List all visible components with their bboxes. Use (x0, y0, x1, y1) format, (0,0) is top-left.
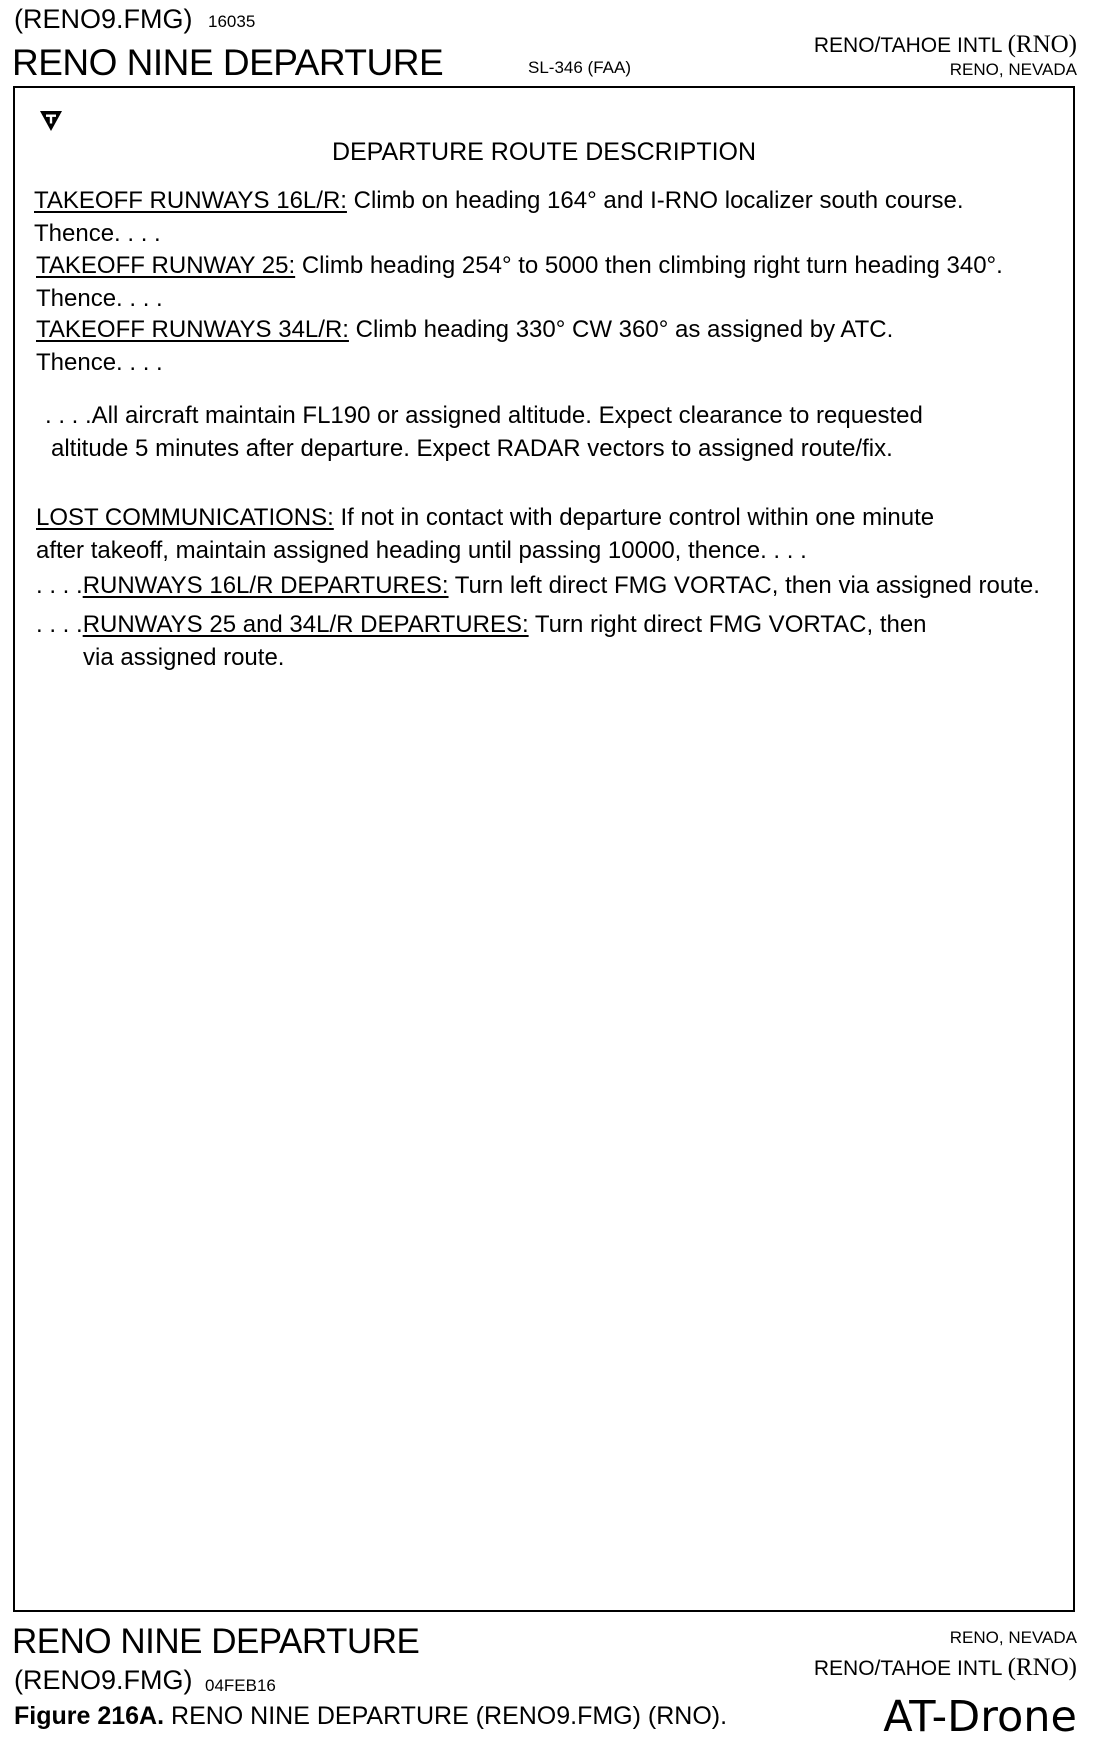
section-title: DEPARTURE ROUTE DESCRIPTION (331, 138, 757, 166)
lost-item-label: RUNWAYS 16L/R DEPARTURES: (82, 572, 449, 599)
lost-comm-text: If not in contact with departure control within one minute (333, 504, 935, 531)
figure-caption (14, 1702, 727, 1731)
footer-airport-name-text: RENO/TAHOE INTL (813, 1657, 1002, 1680)
takeoff-text: Climb on heading 164° and I-RNO localizer south course. (346, 187, 964, 214)
watermark: AT-Drone (883, 1692, 1077, 1742)
takeoff-label: TAKEOFF RUNWAYS 16L/R: (34, 187, 347, 214)
thence-text: Thence. . . . (36, 285, 163, 312)
leader-dots: . . . . (36, 611, 83, 638)
takeoff-runways-34lr (36, 313, 893, 379)
lost-comm-runways-25-34lr (36, 608, 927, 674)
procedure-frame (13, 86, 1075, 1612)
footer-computer-code: (RENO9.FMG) (14, 1665, 193, 1695)
takeoff-runways-16lr (34, 184, 964, 250)
lost-comm-runways-16lr (36, 569, 1040, 602)
takeoff-runway-25 (36, 249, 1003, 315)
lost-communications (36, 501, 934, 567)
figure-number: Figure 216A. (14, 1702, 165, 1730)
lost-item-label: RUNWAYS 25 and 34L/R DEPARTURES: (82, 611, 529, 638)
caption-text: RENO NINE DEPARTURE (RENO9.FMG) (RNO). (164, 1702, 728, 1730)
takeoff-label: TAKEOFF RUNWAY 25: (36, 252, 296, 279)
procedure-title: RENO NINE DEPARTURE (12, 42, 444, 83)
takeoff-label: TAKEOFF RUNWAYS 34L/R: (36, 316, 349, 343)
lost-item-text: Turn left direct FMG VORTAC, then via assigned route. (448, 572, 1040, 599)
footer-date: 04FEB16 (205, 1676, 276, 1695)
footer-title: RENO NINE DEPARTURE (12, 1622, 420, 1661)
lost-comm-line-2: after takeoff, maintain assigned heading until passing 10000, thence. . . . (36, 537, 807, 564)
airport-id: (RNO) (1007, 31, 1077, 58)
airport-name-text: RENO/TAHOE INTL (813, 34, 1002, 57)
all-aircraft-paragraph (45, 399, 923, 465)
procedure-computer-code: (RENO9.FMG) (14, 4, 193, 34)
footer-airport-name (814, 1654, 1077, 1682)
airport-name (814, 31, 1077, 59)
city-state: RENO, NEVADA (949, 60, 1077, 79)
all-aircraft-line-2: altitude 5 minutes after departure. Expect RADAR vectors to assigned route/fix. (51, 435, 893, 462)
amendment-number: 16035 (208, 12, 256, 31)
lost-comm-label: LOST COMMUNICATIONS: (36, 504, 334, 531)
leader-dots: . . . . (36, 572, 83, 599)
sl-number: SL-346 (FAA) (528, 58, 631, 77)
takeoff-text: Climb heading 254° to 5000 then climbing right turn heading 340°. (295, 252, 1003, 279)
all-aircraft-line-1: . . . .All aircraft maintain FL190 or assigned altitude. Expect clearance to requested (45, 402, 923, 429)
footer-city-state: RENO, NEVADA (949, 1628, 1077, 1647)
takeoff-text: Climb heading 330° CW 360° as assigned by ATC. (348, 316, 894, 343)
lost-item-line-2: via assigned route. (83, 644, 285, 671)
lost-item-text: Turn right direct FMG VORTAC, then (528, 611, 927, 638)
takeoff-minimums-icon (39, 110, 63, 132)
footer-airport-id: (RNO) (1007, 1654, 1077, 1681)
thence-text: Thence. . . . (34, 220, 161, 247)
thence-text: Thence. . . . (36, 349, 163, 376)
